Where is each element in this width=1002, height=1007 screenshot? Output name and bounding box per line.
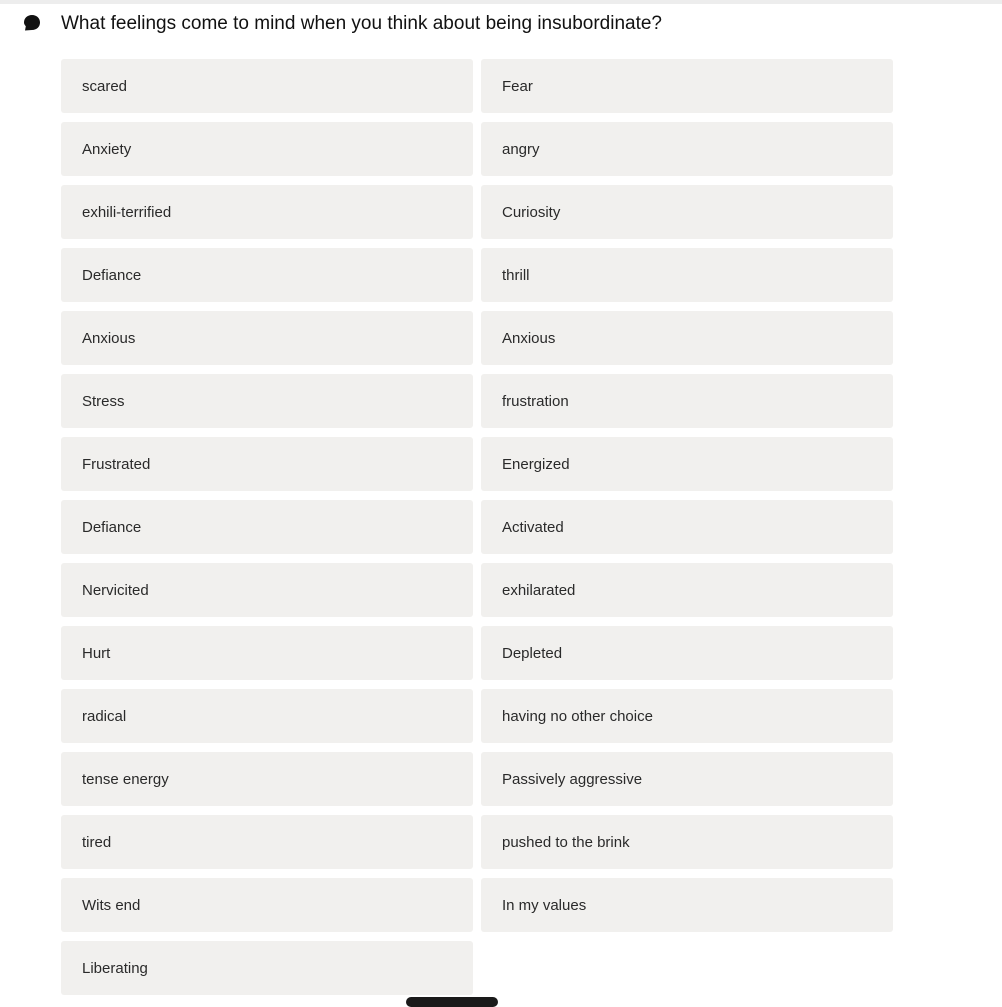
response-card[interactable] — [61, 185, 473, 239]
question-title: What feelings come to mind when you think about being insubordinate? — [61, 13, 662, 34]
response-text: Activated — [502, 518, 564, 536]
response-card[interactable] — [61, 815, 473, 869]
question-header — [0, 0, 1002, 48]
response-text: Liberating — [82, 959, 148, 977]
response-text: Nervicited — [82, 581, 149, 599]
response-card[interactable] — [61, 437, 473, 491]
response-card[interactable] — [481, 437, 893, 491]
response-text: exhilarated — [502, 581, 576, 599]
response-card[interactable] — [481, 752, 893, 806]
response-card[interactable] — [61, 248, 473, 302]
response-card[interactable] — [61, 374, 473, 428]
speech-bubble-icon — [23, 14, 41, 32]
response-grid — [61, 59, 893, 995]
response-text: pushed to the brink — [502, 833, 630, 851]
response-card[interactable] — [481, 689, 893, 743]
response-text: Anxious — [502, 329, 556, 347]
response-text: frustration — [502, 392, 569, 410]
response-text: exhili-terrified — [82, 203, 172, 221]
response-card[interactable] — [481, 185, 893, 239]
response-text: scared — [82, 77, 128, 95]
response-card[interactable] — [61, 941, 473, 995]
response-text: Anxiety — [82, 140, 132, 158]
response-text: Anxious — [82, 329, 136, 347]
response-text: angry — [502, 140, 540, 158]
scroll-indicator[interactable] — [406, 997, 498, 1007]
response-text: Frustrated — [82, 455, 151, 473]
response-card[interactable] — [481, 563, 893, 617]
response-card[interactable] — [481, 248, 893, 302]
response-text: tense energy — [82, 770, 169, 788]
response-card[interactable] — [481, 374, 893, 428]
response-card[interactable] — [61, 311, 473, 365]
response-text: Defiance — [82, 266, 142, 284]
response-text: Wits end — [82, 896, 141, 914]
response-card[interactable] — [481, 311, 893, 365]
response-text: Fear — [502, 77, 533, 95]
response-text: radical — [82, 707, 127, 725]
response-card[interactable] — [61, 563, 473, 617]
response-card[interactable] — [61, 59, 473, 113]
response-text: Defiance — [82, 518, 142, 536]
response-card[interactable] — [61, 122, 473, 176]
response-text: In my values — [502, 896, 587, 914]
response-card[interactable] — [481, 59, 893, 113]
response-text: Passively aggressive — [502, 770, 643, 788]
response-text: Curiosity — [502, 203, 561, 221]
response-text: having no other choice — [502, 707, 653, 725]
response-card[interactable] — [481, 500, 893, 554]
response-text: Stress — [82, 392, 125, 410]
response-text: tired — [82, 833, 112, 851]
response-text: Depleted — [502, 644, 563, 662]
response-card[interactable] — [61, 689, 473, 743]
response-card[interactable] — [61, 752, 473, 806]
response-card[interactable] — [481, 626, 893, 680]
response-card[interactable] — [481, 815, 893, 869]
response-text: thrill — [502, 266, 530, 284]
response-card[interactable] — [481, 878, 893, 932]
response-card[interactable] — [61, 500, 473, 554]
response-card[interactable] — [61, 878, 473, 932]
response-card[interactable] — [481, 122, 893, 176]
response-text: Hurt — [82, 644, 111, 662]
response-text: Energized — [502, 455, 570, 473]
response-card[interactable] — [61, 626, 473, 680]
